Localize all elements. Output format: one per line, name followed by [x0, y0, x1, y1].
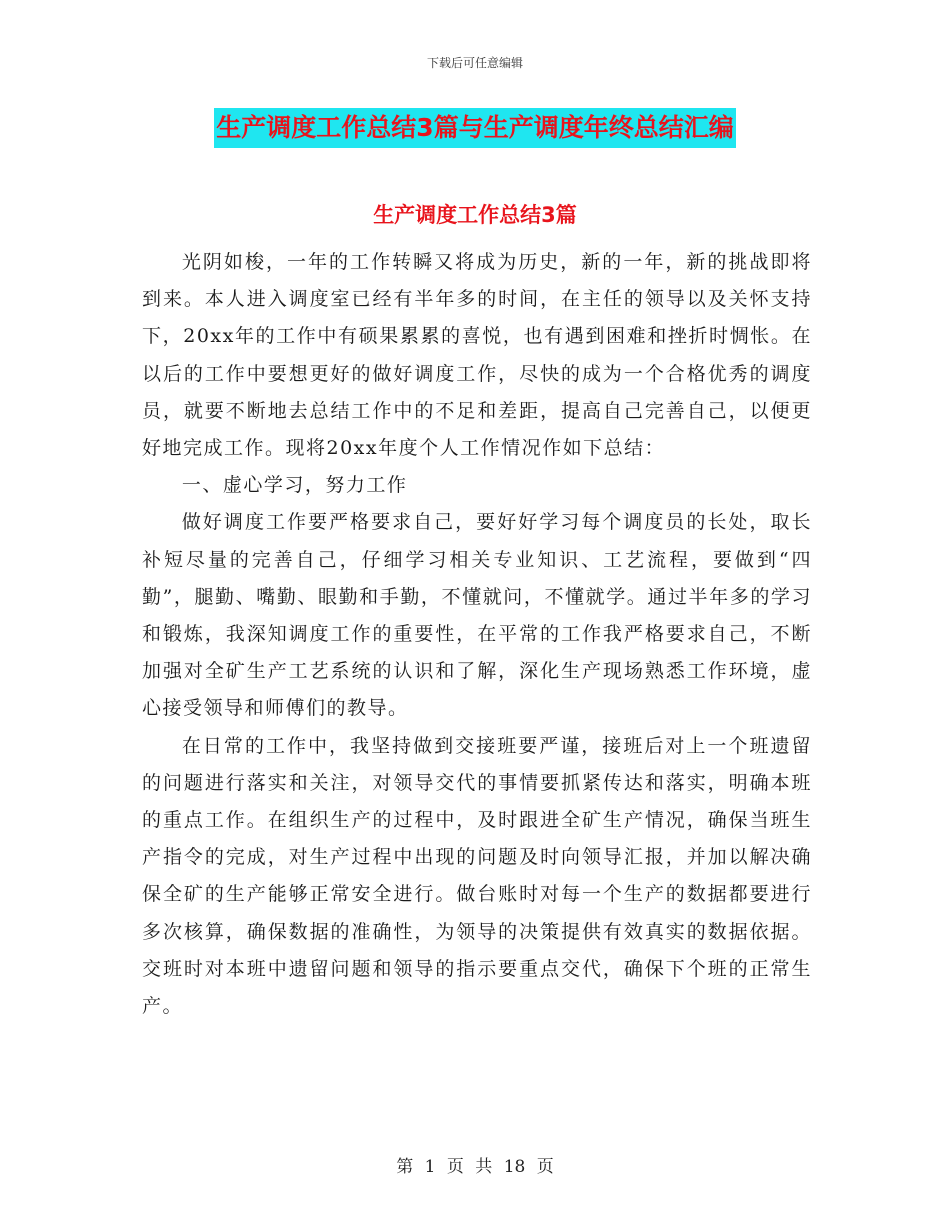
- sub-title: 生产调度工作总结3篇: [373, 203, 577, 227]
- paragraph-learning: 做好调度工作要严格要求自己，要好好学习每个调度员的长处，取长补短尽量的完善自己，仔细学习相关专业知识、工艺流程，要做到“四勤”，腿勤、嘴勤、眼勤和手勤，不懂就问，不懂就学。通过半年多的学习和锻炼，我深知调度工作的重要性，在平常的工作我严格要求自己，不断加强对全矿生产工艺系统的认识和了解，深化生产现场熟悉工作环境，虚心接受领导和师傅们的教导。: [142, 511, 812, 720]
- page-footer: 第 1 页 共 18 页: [396, 1157, 554, 1177]
- paragraph-intro: 光阴如梭，一年的工作转瞬又将成为历史，新的一年，新的挑战即将到来。本人进入调度室已经有半年多的时间，在主任的领导以及关怀支持下，20xx年的工作中有硕果累累的喜悦，也有遇到困难和挫折时惆怅。在以后的工作中要想更好的做好调度工作，尽快的成为一个合格优秀的调度员，就要不断地去总结工作中的不足和差距，提高自己完善自己，以便更好地完成工作。现将20xx年度个人工作情况作如下总结：: [142, 251, 812, 460]
- main-title-container: [0, 108, 950, 148]
- section-heading: 一、虚心学习，努力工作: [181, 474, 408, 497]
- header-note: 下载后可任意编辑: [426, 56, 523, 70]
- main-title: 生产调度工作总结3篇与生产调度年终总结汇编: [214, 108, 735, 148]
- document-body: [142, 244, 812, 1025]
- paragraph-daily-work: 在日常的工作中，我坚持做到交接班要严谨，接班后对上一个班遗留的问题进行落实和关注，对领导交代的事情要抓紧传达和落实，明确本班的重点工作。在组织生产的过程中，及时跟进全矿生产情况，确保当班生产指令的完成，对生产过程中出现的问题及时向领导汇报，并加以解决确保全矿的生产能够正常安全进行。做台账时对每一个生产的数据都要进行多次核算，确保数据的准确性，为领导的决策提供有效真实的数据依据。交班时对本班中遗留问题和领导的指示要重点交代，确保下个班的正常生产。: [142, 734, 812, 1018]
